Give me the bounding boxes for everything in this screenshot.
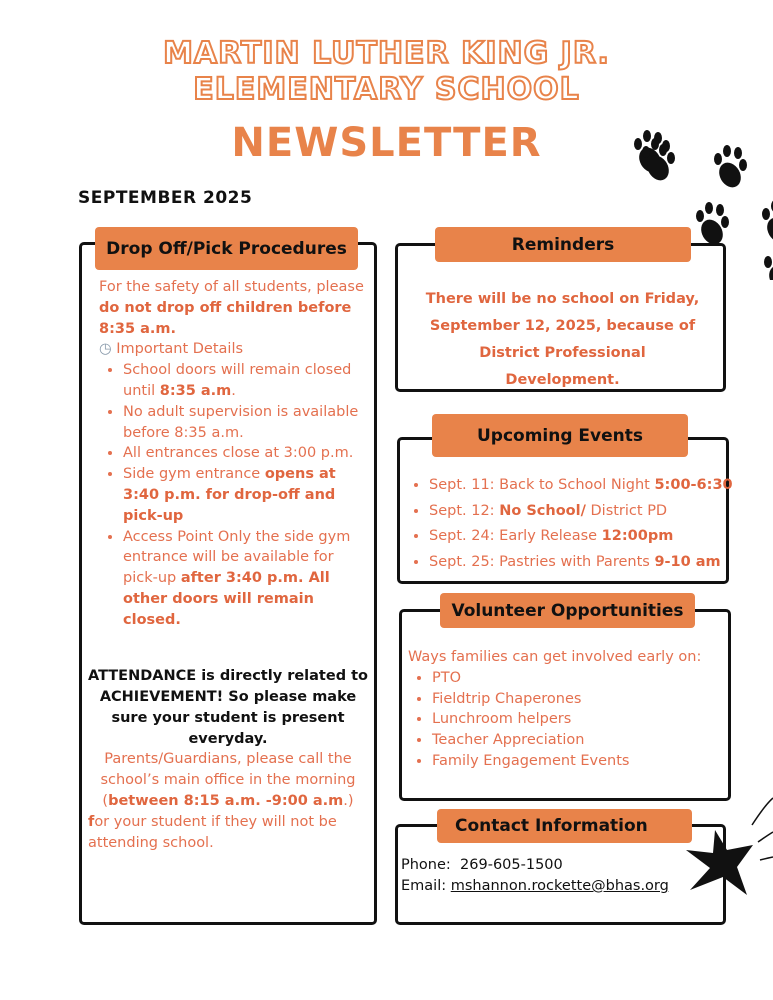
dropoff-content xyxy=(99,277,369,631)
shooting-star-icon xyxy=(680,780,773,905)
list-item: • No adult supervision is available before 8:35 a.m. xyxy=(123,402,369,444)
events-list xyxy=(405,473,759,576)
reminders-title: Reminders xyxy=(435,227,691,262)
list-item: • Access Point Only the side gym entrance will be available for pick-up after 3:40 p.m. All other doors will remain closed. xyxy=(123,527,369,631)
list-item: • All entrances close at 3:00 p.m. xyxy=(123,443,369,464)
call-office-note: Parents/Guardians, please call the school’s main office in the morning (between 8:15 a.m. -9:00 a.m.) xyxy=(100,751,356,809)
attendance-note: ATTENDANCE is directly related to ACHIEVEMENT! So please make sure your student is present everyday. xyxy=(87,668,369,747)
volunteer-title: Volunteer Opportunities xyxy=(440,593,695,628)
dropoff-title: Drop Off/Pick Procedures xyxy=(95,227,358,270)
school-name-line1: MARTIN LUTHER KING JR. xyxy=(163,36,610,71)
dropoff-intro: For the safety of all students, please do not drop off children before 8:35 a.m. xyxy=(99,279,364,337)
event-item: • Sept. 24: Early Release 12:00pm xyxy=(429,524,759,550)
school-name-line2: ELEMENTARY SCHOOL xyxy=(193,72,580,107)
phone-number: 269-605-1500 xyxy=(460,857,563,873)
events-title: Upcoming Events xyxy=(432,414,688,457)
contact-title: Contact Information xyxy=(437,809,692,843)
volunteer-item: • Family Engagement Events xyxy=(432,751,728,772)
phone-line: Phone: 269-605-1500 xyxy=(401,857,563,873)
newsletter-title: NEWSLETTER xyxy=(231,120,542,166)
contact-details xyxy=(401,855,721,897)
email-link[interactable]: mshannon.rockette@bhas.org xyxy=(450,878,669,894)
email-line: Email: mshannon.rockette@bhas.org xyxy=(401,878,669,894)
volunteer-item: • Teacher Appreciation xyxy=(432,730,728,751)
event-item: • Sept. 25: Pastries with Parents 9-10 am xyxy=(429,550,759,576)
event-item: • Sept. 12: No School/ District PD xyxy=(429,499,759,525)
volunteer-item: • Lunchroom helpers xyxy=(432,709,728,730)
issue-month: SEPTEMBER 2025 xyxy=(78,188,253,208)
reminders-text: There will be no school on Friday, September 12, 2025, because of District Professional Development. xyxy=(425,291,700,388)
clock-icon: ◷ xyxy=(99,341,112,358)
volunteer-item: • PTO xyxy=(432,668,728,689)
list-item: • School doors will remain closed until 8:35 a.m. xyxy=(123,360,369,402)
important-details: ◷ Important Details xyxy=(99,341,244,358)
volunteer-intro: Ways families can get involved early on: xyxy=(408,649,702,665)
event-item: • Sept. 11: Back to School Night 5:00-6:30 xyxy=(429,473,759,499)
call-office-note-tail: for your student if they will not be attending school. xyxy=(88,814,337,851)
volunteer-item: • Fieldtrip Chaperones xyxy=(432,689,728,710)
details-list xyxy=(99,360,369,630)
volunteer-content xyxy=(408,647,728,772)
list-item: • Side gym entrance opens at 3:40 p.m. for drop-off and pick-up xyxy=(123,464,369,526)
